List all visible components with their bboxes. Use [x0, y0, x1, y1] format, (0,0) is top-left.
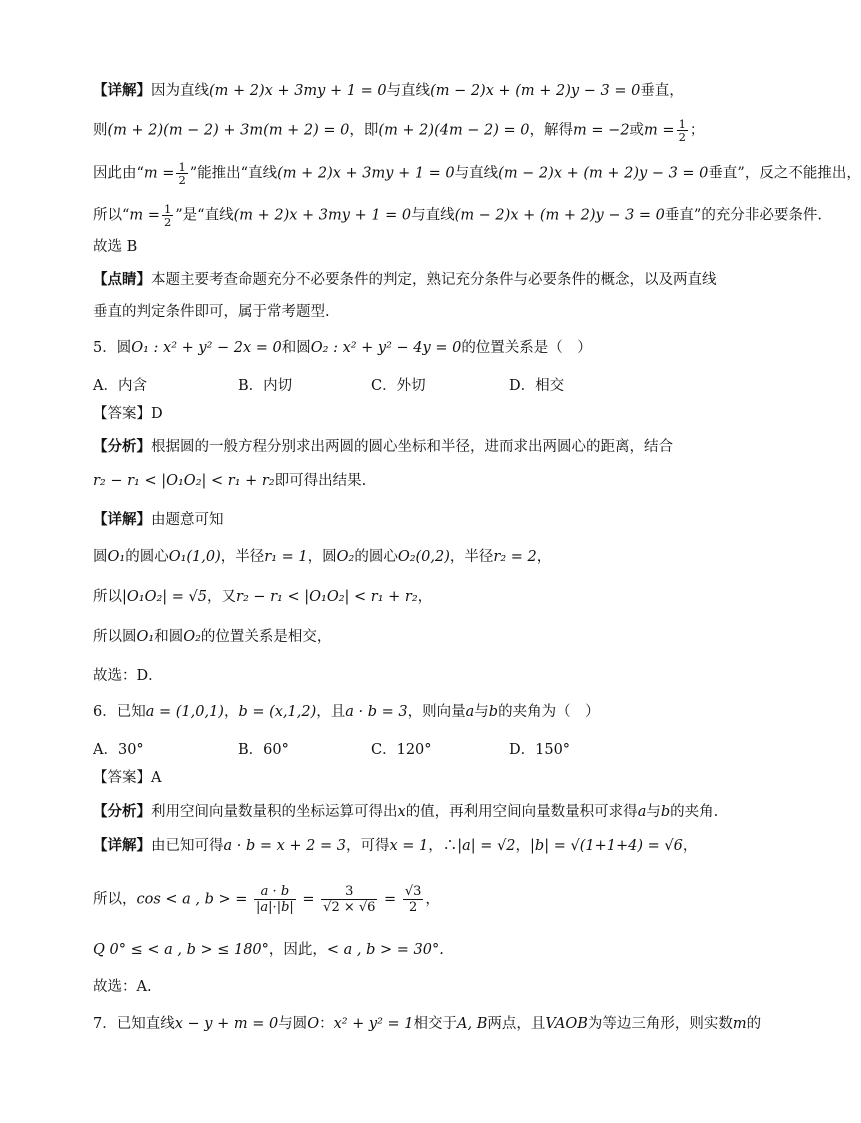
math: (m + 2)(4m − 2) = 0	[378, 122, 530, 139]
option-b: B．60°	[238, 742, 289, 758]
math: (m + 2)x + 3my + 1 = 0	[209, 83, 387, 99]
option-d: D．150°	[509, 742, 571, 758]
option-a: A．内含	[93, 378, 147, 394]
section-tag: 【点睛】	[93, 271, 151, 288]
question-6-stem: 6．已知a = (1,0,1)，b = (x,1,2)，且a · b = 3，则向量a与b的夹角为（ ）	[93, 704, 600, 720]
option-d: D．相交	[509, 378, 565, 394]
solution-line: 所以，cos < a , b > = $\frac{a \cdot b}{|a|\cdot|b|}$ = $\frac{3}{√2 \times √6}$ = $\frac{√3}{2}$ ，	[93, 884, 440, 915]
solution-line: 则(m + 2)(m − 2) + 3m(m + 2) = 0，即(m + 2)(4m − 2) = 0，解得m = −2或m = $\frac{1}{2}$ ；	[93, 117, 705, 144]
solution-line: 故选 B	[93, 239, 138, 255]
math: (m − 2)x + (m + 2)y − 3 = 0	[454, 207, 665, 224]
math: (m + 2)(m − 2) + 3m(m + 2) = 0	[107, 122, 350, 139]
option-c: C．外切	[371, 378, 426, 394]
fraction: $\frac{3}{√2 \times √6}$	[323, 884, 376, 915]
fraction: $\frac{1}{2}$	[163, 202, 172, 229]
question-5-options	[93, 374, 733, 394]
question-6-options	[93, 738, 733, 758]
math: m =	[143, 165, 175, 182]
solution-line: 故选：A.	[93, 979, 152, 995]
math: m = −2	[573, 122, 630, 139]
option-c: C．120°	[371, 742, 432, 758]
comment-line: 【点睛】本题主要考查命题充分不必要条件的判定，熟记充分条件与必要条件的概念，以及两直线	[93, 271, 717, 288]
math: (m − 2)x + (m + 2)y − 3 = 0	[498, 165, 709, 182]
fraction: $\frac{1}{2}$	[178, 160, 186, 187]
math: (m + 2)x + 3my + 1 = 0	[233, 207, 412, 224]
section-tag: 【详解】	[93, 82, 151, 99]
answer-line: 【答案】D	[93, 406, 163, 422]
question-5-stem: 5．圆O₁ : x² + y² − 2x = 0和圆O₂ : x² + y² − 4y = 0的位置关系是（ ）	[93, 340, 592, 356]
math: m =	[644, 122, 675, 139]
solution-line: 所以圆O₁和圆O₂的位置关系是相交，	[93, 629, 332, 645]
math: (m − 2)x + (m + 2)y − 3 = 0	[430, 83, 641, 99]
solution-line: Q 0° ≤ < a , b > ≤ 180°，因此，< a , b > = 30°.	[93, 942, 444, 958]
comment-line: 垂直的判定条件即可，属于常考题型.	[93, 304, 330, 320]
fraction: $\frac{√3}{2}$	[404, 884, 422, 915]
solution-line: 因此由“m = $\frac{1}{2}$ ”能推出“直线(m + 2)x + 3my + 1 = 0与直线(m − 2)x + (m + 2)y − 3 = 0垂直”，反之不能推出，	[93, 160, 861, 187]
solution-line: 所以“m = $\frac{1}{2}$ ”是“直线(m + 2)x + 3my + 1 = 0与直线(m − 2)x + (m + 2)y − 3 = 0垂直”的充分非必要条件.	[93, 202, 822, 229]
option-b: B．内切	[238, 378, 293, 394]
solution-line: 所以|O₁O₂| = √5，又r₂ − r₁ < |O₁O₂| < r₁ + r₂，	[93, 589, 433, 605]
solution-line: 故选：D．	[93, 668, 163, 684]
solution-line: 圆O₁的圆心O₁(1,0)，半径r₁ = 1，圆O₂的圆心O₂(0,2)，半径r₂ = 2，	[93, 549, 552, 565]
solution-line: 【详解】因为直线(m + 2)x + 3my + 1 = 0与直线(m − 2)x + (m + 2)y − 3 = 0垂直，	[93, 82, 684, 99]
analysis-line: 【分析】利用空间向量数量积的坐标运算可得出x的值，再利用空间向量数量积可求得a与b的夹角.	[93, 803, 719, 820]
fraction: $\frac{a \cdot b}{|a|\cdot|b|}$	[256, 884, 294, 915]
fraction: $\frac{1}{2}$	[678, 117, 686, 144]
solution-line: 【详解】由已知可得a · b = x + 2 = 3，可得x = 1，∴|a| = √2，|b| = √(1+1+4) = √6，	[93, 837, 698, 854]
option-a: A．30°	[93, 742, 144, 758]
solution-line: 【详解】由题意可知	[93, 511, 224, 528]
answer-line: 【答案】A	[93, 770, 162, 786]
analysis-line: r₂ − r₁ < |O₁O₂| < r₁ + r₂即可得出结果.	[93, 473, 367, 489]
question-7-stem: 7．已知直线x − y + m = 0与圆O：x² + y² = 1相交于A, B两点，且VAOB为等边三角形，则实数m的	[93, 1016, 762, 1032]
math: m =	[129, 207, 160, 224]
math: (m + 2)x + 3my + 1 = 0	[277, 165, 455, 182]
analysis-line: 【分析】根据圆的一般方程分别求出两圆的圆心坐标和半径，进而求出两圆心的距离，结合	[93, 438, 673, 455]
